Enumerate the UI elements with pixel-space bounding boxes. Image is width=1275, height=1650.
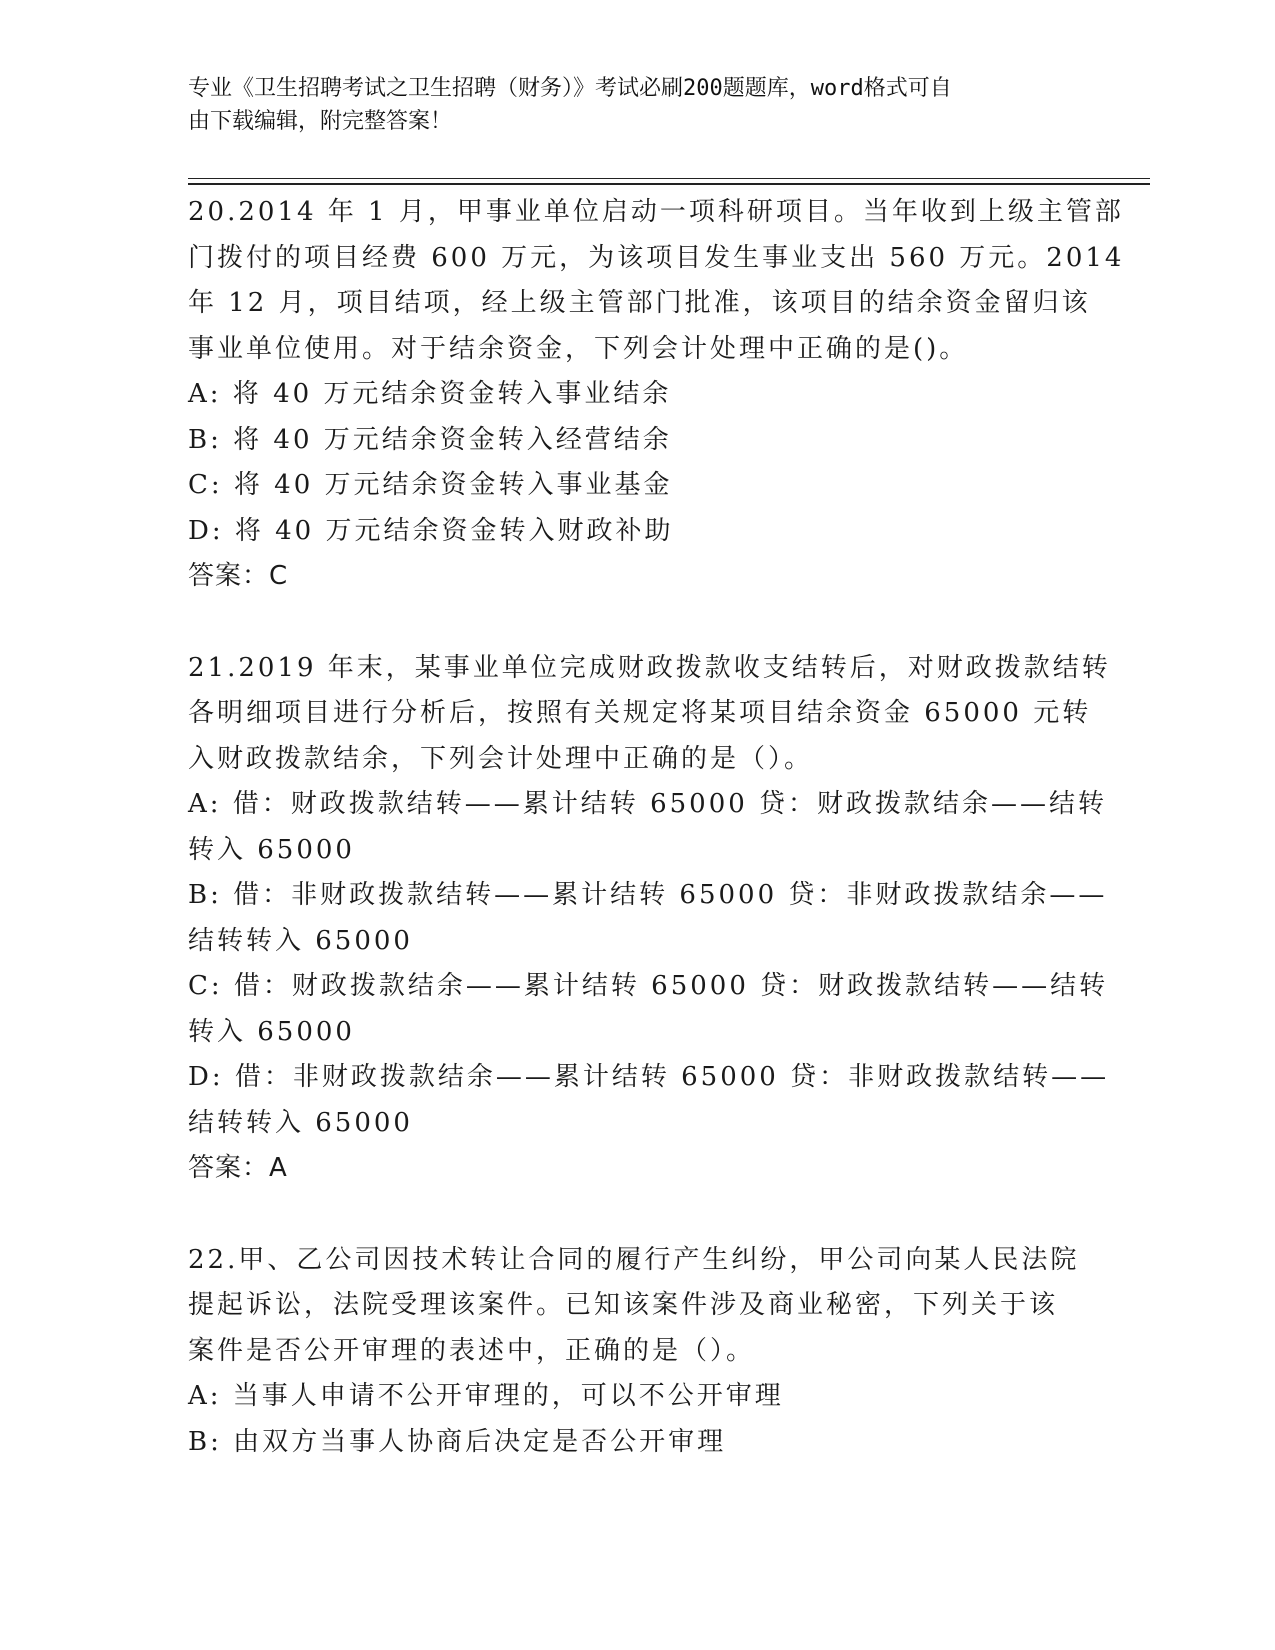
question-stem-line: 20.2014 年 1 月，甲事业单位启动一项科研项目。当年收到上级主管部 xyxy=(188,197,1124,227)
header-divider-thick xyxy=(188,183,1150,185)
question-stem-line: 案件是否公开审理的表述中，正确的是（）。 xyxy=(188,1335,756,1366)
question-stem-line: 提起诉讼，法院受理该案件。已知该案件涉及商业秘密，下列关于该 xyxy=(188,1290,1059,1320)
option-a-continued: 转入 65000 xyxy=(188,834,355,865)
question-stem-line: 22.甲、乙公司因技术转让合同的履行产生纠纷，甲公司向某人民法院 xyxy=(188,1244,1080,1275)
option-b-continued: 结转转入 65000 xyxy=(188,925,413,956)
answer-label: 答案：C xyxy=(188,561,289,591)
option-d: D: 将 40 万元结余资金转入财政补助 xyxy=(188,515,674,546)
option-c-continued: 转入 65000 xyxy=(188,1016,355,1047)
question-20 xyxy=(188,190,1125,600)
option-a: A: 当事人申请不公开审理的，可以不公开审理 xyxy=(188,1381,784,1411)
option-a: A: 借：财政拨款结转——累计结转 65000 贷：财政拨款结余——结转 xyxy=(188,789,1108,819)
question-stem-line: 年 12 月，项目结项，经上级主管部门批准，该项目的结余资金留归该 xyxy=(188,288,1091,318)
header-line-2: 由下载编辑，附完整答案！ xyxy=(188,109,453,134)
document-header xyxy=(188,72,1068,138)
option-b: B: 将 40 万元结余资金转入经营结余 xyxy=(188,424,672,455)
header-divider-thin xyxy=(188,178,1150,179)
question-stem-line: 21.2019 年末，某事业单位完成财政拨款收支结转后，对财政拨款结转 xyxy=(188,652,1111,683)
question-22 xyxy=(188,1238,1088,1466)
question-21 xyxy=(188,646,1111,1192)
option-a: A: 将 40 万元结余资金转入事业结余 xyxy=(188,379,672,409)
option-d: D: 借：非财政拨款结余——累计结转 65000 贷：非财政拨款结转—— xyxy=(188,1062,1110,1092)
option-d-continued: 结转转入 65000 xyxy=(188,1107,413,1138)
question-stem-line: 各明细项目进行分析后，按照有关规定将某项目结余资金 65000 元转 xyxy=(188,698,1092,728)
option-c: C: 将 40 万元结余资金转入事业基金 xyxy=(188,470,673,500)
header-line-1: 专业《卫生招聘考试之卫生招聘（财务）》考试必刷200题题库，word格式可自 xyxy=(188,76,952,101)
question-stem-line: 入财政拨款结余，下列会计处理中正确的是（）。 xyxy=(188,743,814,774)
question-stem-line: 事业单位使用。对于结余资金，下列会计处理中正确的是()。 xyxy=(188,333,969,364)
option-b: B: 由双方当事人协商后决定是否公开审理 xyxy=(188,1426,727,1457)
answer-label: 答案：A xyxy=(188,1153,288,1183)
option-b: B: 借：非财政拨款结转——累计结转 65000 贷：非财政拨款结余—— xyxy=(188,880,1108,910)
question-list xyxy=(188,190,1125,1511)
question-stem-line: 门拨付的项目经费 600 万元，为该项目发生事业支出 560 万元。2014 xyxy=(188,242,1125,273)
option-c: C: 借：财政拨款结余——累计结转 65000 贷：财政拨款结转——结转 xyxy=(188,971,1109,1001)
